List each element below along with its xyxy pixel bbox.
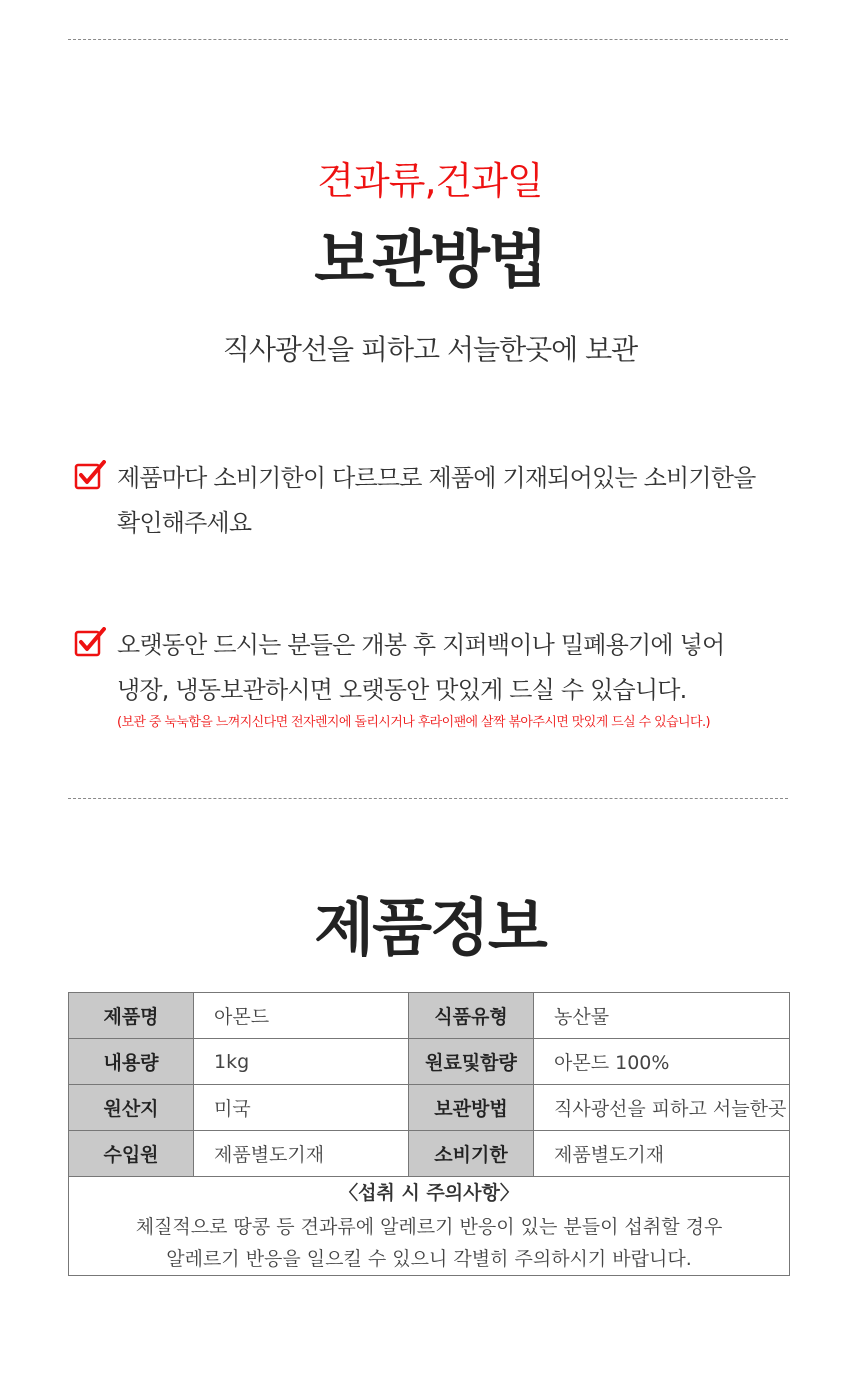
caution-cell: [69, 1177, 790, 1276]
caution-line-1: 체질적으로 땅콩 등 견과류에 알레르기 반응이 있는 분들이 섭취할 경우: [135, 1216, 723, 1238]
value-expiry: 제품별도기재: [534, 1131, 790, 1177]
table-row: [69, 1085, 790, 1131]
check-icon: [74, 460, 106, 490]
note-1-line-2: 확인해주세요: [117, 509, 252, 537]
check-icon: [74, 627, 106, 657]
label-importer: 수입원: [69, 1131, 194, 1177]
caution-line-2: 알레르기 반응을 일으킬 수 있으니 각별히 주의하시기 바랍니다.: [166, 1248, 692, 1270]
category-label: 견과류,건과일: [317, 159, 543, 203]
storage-subtitle: 직사광선을 피하고 서늘한곳에 보관: [222, 333, 638, 366]
value-food-type: 농산물: [534, 993, 790, 1039]
label-product-name: 제품명: [69, 993, 194, 1039]
product-info-table: [68, 992, 790, 1276]
note-2-line-2: 냉장, 냉동보관하시면 오랫동안 맛있게 드실 수 있습니다.: [117, 676, 687, 704]
caution-row: [69, 1177, 790, 1276]
label-net-weight: 내용량: [69, 1039, 194, 1085]
storage-title: 보관방법: [314, 223, 546, 296]
table-row: [69, 993, 790, 1039]
note-2-line-1: 오랫동안 드시는 분들은 개봉 후 지퍼백이나 밀폐용기에 넣어: [117, 631, 725, 659]
label-expiry: 소비기한: [409, 1131, 534, 1177]
value-origin: 미국: [194, 1085, 409, 1131]
label-storage: 보관방법: [409, 1085, 534, 1131]
product-info-title: 제품정보: [314, 891, 546, 964]
label-food-type: 식품유형: [409, 993, 534, 1039]
table-row: [69, 1039, 790, 1085]
value-importer: 제품별도기재: [194, 1131, 409, 1177]
table-row: [69, 1131, 790, 1177]
value-product-name: 아몬드: [194, 993, 409, 1039]
middle-divider: [68, 798, 788, 799]
note-2-tip: (보관 중 눅눅함을 느껴지신다면 전자렌지에 돌리시거나 후라이팬에 살짝 볶아주시면 맛있게 드실 수 있습니다.): [117, 715, 710, 730]
value-storage: 직사광선을 피하고 서늘한곳: [534, 1085, 790, 1131]
note-1-line-1: 제품마다 소비기한이 다르므로 제품에 기재되어있는 소비기한을: [117, 464, 756, 492]
label-origin: 원산지: [69, 1085, 194, 1131]
value-ingredients: 아몬드 100%: [534, 1039, 790, 1085]
label-ingredients: 원료및함량: [409, 1039, 534, 1085]
value-net-weight: 1kg: [194, 1039, 409, 1085]
caution-title: 〈섭취 시 주의사항〉: [339, 1182, 519, 1204]
top-divider: [68, 39, 788, 40]
